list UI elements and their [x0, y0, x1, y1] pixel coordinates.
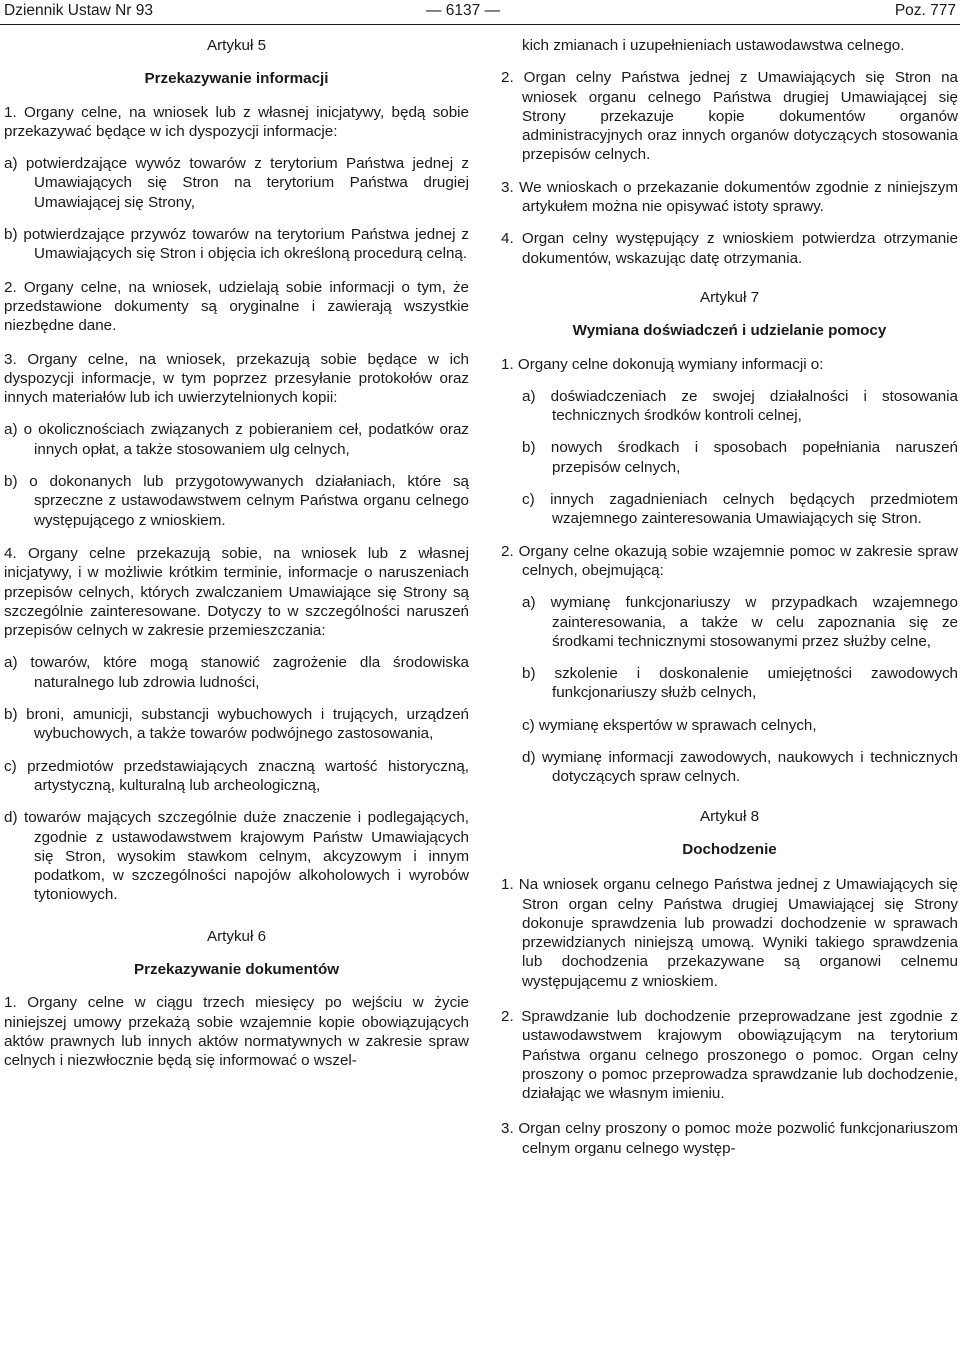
article-5-paragraph-3-item-a: a) o okolicznościach związanych z pobieraniem ceł, podatków oraz innych opłat, a także stosowaniem ulg celnych, [4, 421, 469, 458]
article-5-paragraph-4: 4. Organy celne przekazują sobie, na wniosek lub z własnej inicjatywy, i w możliwie krótkim terminie, informacje o naruszeniach przepisów celnych, których zwalczaniem Umawiające się Strony są szczególnie zainteresowane. Dotyczy to w szczególności naruszeń przepisów celnych w zakresie przemieszczania: [4, 544, 469, 640]
article-5-paragraph-1-item-a: a) potwierdzające wywóz towarów z terytorium Państwa jednej z Umawiających się Stron na terytorium Państwa drugiej Umawiającej się Strony, [4, 155, 469, 211]
article-5-paragraph-3: 3. Organy celne, na wniosek, przekazują sobie będące w ich dyspozycji informacje, w tym poprzez przesyłanie protokołów oraz innych materiałów lub ich uwierzytelnionych kopii: [4, 350, 469, 407]
article-8-heading: Artykuł 8 [699, 807, 760, 825]
article-7-paragraph-1-item-c: c) innych zagadnieniach celnych będących przedmiotem wzajemnego zainteresowania Umawiających się Stron. [522, 491, 958, 528]
article-7-paragraph-2-item-d: d) wymianę informacji zawodowych, naukowych i technicznych dotyczących spraw celnych. [522, 749, 958, 786]
article-5-title: Przekazywanie informacji [144, 70, 329, 88]
article-5-paragraph-1: 1. Organy celne, na wniosek lub z własnej inicjatywy, będą sobie przekazywać będące w ich dyspozycji informacje: [4, 103, 469, 140]
article-5-paragraph-4-item-d: d) towarów mających szczególnie duże znaczenie i podlegających, zgodnie z ustawodawstwem krajowym Państw Umawiających się Stron, wysokim stawkom celnym, akcyzowym i innym podatkom, w szczególności napojów alkoholowych i wyrobów tytoniowych. [4, 809, 469, 904]
article-7-paragraph-2-item-c: c) wymianę ekspertów w sprawach celnych, [522, 716, 817, 734]
page-header [0, 0, 960, 26]
article-5-heading: Artykuł 5 [206, 37, 267, 54]
article-6-title: Przekazywanie dokumentów [133, 960, 340, 978]
article-7-title: Wymiana doświadczeń i udzielanie pomocy [572, 322, 887, 340]
article-5-paragraph-4-item-c: c) przedmiotów przedstawiających znaczną wartość historyczną, artystyczną, kulturalną lub archeologiczną, [4, 757, 469, 794]
article-7-paragraph-2-item-a: a) wymianę funkcjonariuszy w przypadkach wzajemnego zainteresowania, a także w celu zapoznania się ze środkami technicznymi stosowanymi przez służby celne, [522, 594, 958, 650]
right-column [501, 36, 958, 1158]
article-6-heading: Artykuł 6 [206, 927, 267, 945]
article-6-paragraph-1-continuation: kich zmianach i uzupełnieniach ustawodawstwa celnego. [522, 37, 905, 54]
article-5-paragraph-3-item-b: b) o dokonanych lub przygotowywanych działaniach, które są sprzeczne z ustawodawstwem celnym Państwa organu celnego występującego z wnioskiem. [4, 473, 469, 529]
article-6-paragraph-4: 4. Organ celny występujący z wnioskiem potwierdza otrzymanie dokumentów, wskazując datę otrzymania. [501, 230, 958, 267]
article-7-paragraph-2-item-b: b) szkolenie i doskonalenie umiejętności zawodowych funkcjonariuszy służb celnych, [522, 665, 958, 702]
page-number: — 6137 — [426, 2, 501, 19]
article-5-paragraph-2: 2. Organy celne, na wniosek, udzielają sobie informacji o tym, że przedstawione dokumenty są oryginalne i zawierają wszystkie niezbędne dane. [4, 278, 469, 335]
article-6-paragraph-3: 3. We wnioskach o przekazanie dokumentów zgodnie z niniejszym artykułem można nie opisywać istoty sprawy. [501, 178, 958, 216]
article-7-paragraph-1-item-a: a) doświadczeniach ze swojej działalności i stosowania technicznych środków kontroli celnej, [522, 387, 958, 425]
article-8-paragraph-2: 2. Sprawdzanie lub dochodzenie przeprowadzane jest zgodnie z ustawodawstwem krajowym obowiązującym na terytorium Państwa organu celnego proszonego o pomoc. Organ celny proszony o pomoc przeprowadza sprawdzanie lub dochodzenie, działając we własnym imieniu. [501, 1007, 958, 1103]
article-7-paragraph-1-item-b: b) nowych środkach i sposobach popełniania naruszeń przepisów celnych, [522, 439, 958, 476]
article-5-paragraph-4-item-b: b) broni, amunicji, substancji wybuchowych i trujących, urządzeń wybuchowych, a także towarów podwójnego zastosowania, [4, 706, 469, 743]
article-6-paragraph-2: 2. Organ celny Państwa jednej z Umawiających się Stron na wniosek organu celnego Państwa drugiej Umawiającej się Strony przekazuje kopie dokumentów organów administracyjnych oraz innych organów dotyczących stosowania przepisów celnych. [501, 69, 958, 164]
article-8-paragraph-1: 1. Na wniosek organu celnego Państwa jednej z Umawiających się Stron organ celny Państwa drugiej Umawiającej się Strony dokonuje sprawdzenia lub prowadzi dochodzenie w sprawach przewidzianych niniejszą umową. Wyniki takiego sprawdzenia lub dochodzenia przekazywane są organowi celnemu występującemu z wnioskiem. [501, 876, 958, 990]
journal-title: Dziennik Ustaw Nr 93 [4, 2, 154, 19]
article-7-paragraph-1: 1. Organy celne dokonują wymiany informacji o: [501, 355, 824, 373]
article-7-heading: Artykuł 7 [699, 288, 760, 306]
article-8-title: Dochodzenie [682, 840, 777, 858]
position-number: Poz. 777 [894, 2, 956, 19]
article-8-paragraph-3: 3. Organ celny proszony o pomoc może pozwolić funkcjonariuszom celnym organu celnego występ- [501, 1120, 958, 1157]
article-5-paragraph-1-item-b: b) potwierdzające przywóz towarów na terytorium Państwa jednej z Umawiających się Stron i objęcia ich określoną procedurą celną. [4, 226, 469, 263]
left-column [4, 36, 469, 1070]
article-7-paragraph-2: 2. Organy celne okazują sobie wzajemnie pomoc w zakresie spraw celnych, obejmującą: [501, 542, 958, 579]
article-5-paragraph-4-item-a: a) towarów, które mogą stanowić zagrożenie dla środowiska naturalnego lub zdrowia ludności, [4, 654, 469, 691]
header-rule [0, 24, 960, 25]
article-6-paragraph-1: 1. Organy celne w ciągu trzech miesięcy po wejściu w życie niniejszej umowy przekażą sobie wzajemnie kopie obowiązujących aktów prawnych lub innych aktów normatywnych w zakresie spraw celnych i niezwłocznie będą się informować o wszel- [4, 994, 469, 1070]
